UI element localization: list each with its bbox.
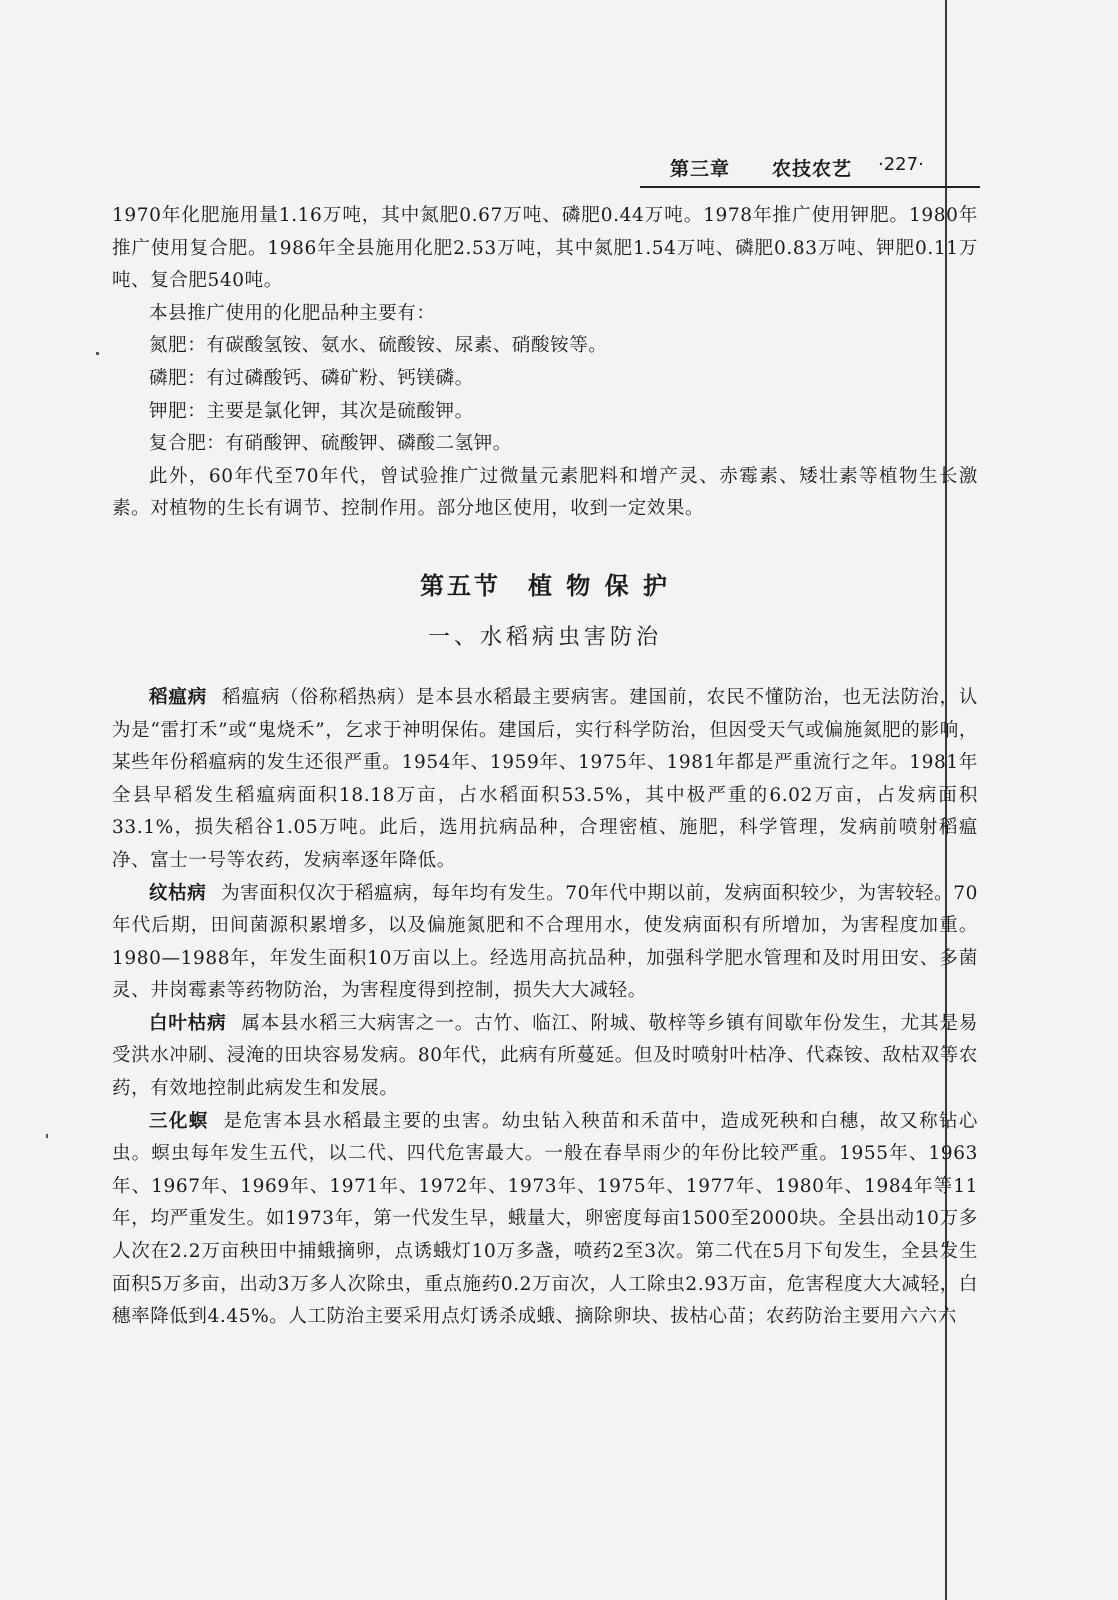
running-header bbox=[640, 150, 980, 188]
term-stem-borer: 三化螟 bbox=[149, 1110, 209, 1132]
paragraph-potassium: 钾肥：主要是氯化钾，其次是硫酸钾。 bbox=[149, 400, 474, 422]
paragraph-bacterial-blight bbox=[112, 1008, 978, 1106]
text-bacterial-blight: 属本县水稻三大病害之一。古竹、临江、附城、敬梓等乡镇有间歇年份发生，尤其是易受洪水冲刷、浸淹的田块容易发病。80年代，此病有所蔓延。但及时喷射叶枯净、代森铵、敌枯双等农药，有效地控制此病发生和发展。 bbox=[112, 1012, 978, 1100]
paragraph-growth-hormones: 此外，60年代至70年代，曾试验推广过微量元素肥料和增产灵、赤霉素、矮壮素等植物生长激素。对植物的生长有调节、控制作用。部分地区使用，收到一定效果。 bbox=[112, 465, 978, 520]
text-rice-blast: 稻瘟病（俗称稻热病）是本县水稻最主要病害。建国前，农民不懂防治，也无法防治，认为是“雷打禾”或“鬼烧禾”，乞求于神明保佑。建国后，实行科学防治，但因受天气或偏施氮肥的影响，某些年份稻瘟病的发生还很严重。1954年、1959年、1975年、1981年都是严重流行之年。1981年全县早稻发生稻瘟病面积18.18万亩，占水稻面积53.5%，其中极严重的6.02万亩，占发病面积33.1%，损失稻谷1.05万吨。此后，选用抗病品种，合理密植、施肥，科学管理，发病前喷射稻瘟净、富士一号等农药，发病率逐年降低。 bbox=[112, 686, 978, 871]
chapter-title: 农技农艺 bbox=[772, 158, 853, 180]
paragraph-fertilizer-stats: 1970年化肥施用量1.16万吨，其中氮肥0.67万吨、磷肥0.44万吨。1978年推广使用钾肥。1980年推广使用复合肥。1986年全县施用化肥2.53万吨，其中氮肥1.54万吨、磷肥0.83万吨、钾肥0.11万吨、复合肥540吨。 bbox=[112, 205, 978, 292]
paragraph-rice-blast bbox=[112, 682, 978, 878]
term-sheath-blight: 纹枯病 bbox=[149, 882, 207, 904]
scan-speck bbox=[46, 1134, 48, 1138]
paragraph-fertilizer-intro: 本县推广使用的化肥品种主要有： bbox=[149, 302, 436, 324]
text-stem-borer: 是危害本县水稻最主要的虫害。幼虫钻入秧苗和禾苗中，造成死秧和白穗，故又称钻心虫。螟虫每年发生五代，以二代、四代危害最大。一般在春旱雨少的年份比较严重。1955年、1963年、1967年、1969年、1971年、1972年、1973年、1975年、1977年、1980年、1984年等11年，均严重发生。如1973年，第一代发生早，蛾量大，卵密度每亩1500至2000块。全县出动10万多人次在2.2万亩秧田中捕蛾摘卵，点诱蛾灯10万多盏，喷药2至3次。第二代在5月下旬发生，全县发生面积5万多亩，出动3万多人次除虫，重点施药0.2万亩次，人工除虫2.93万亩，危害程度大大减轻，白穗率降低到4.45%。人工防治主要采用点灯诱杀成蛾、摘除卵块、拔枯心苗；农药防治主要用六六六 bbox=[112, 1110, 978, 1328]
scan-speck bbox=[96, 352, 99, 355]
term-rice-blast: 稻瘟病 bbox=[149, 686, 208, 708]
term-bacterial-blight: 白叶枯病 bbox=[149, 1012, 227, 1034]
chapter-label: 第三章 bbox=[670, 158, 731, 180]
paragraph-compound: 复合肥：有硝酸钾、硫酸钾、磷酸二氢钾。 bbox=[149, 433, 512, 455]
page-body bbox=[112, 200, 978, 1334]
subsection-heading: 一、水稻病虫害防治 bbox=[427, 624, 662, 650]
page-number: ·227· bbox=[878, 154, 924, 175]
paragraph-phosphorus: 磷肥：有过磷酸钙、磷矿粉、钙镁磷。 bbox=[149, 367, 474, 389]
section-heading: 第五节 植 物 保 护 bbox=[419, 571, 671, 600]
paragraph-sheath-blight bbox=[112, 878, 978, 1008]
paragraph-nitrogen: 氮肥：有碳酸氢铵、氨水、硫酸铵、尿素、硝酸铵等。 bbox=[149, 335, 608, 357]
paragraph-stem-borer bbox=[112, 1106, 978, 1334]
text-sheath-blight: 为害面积仅次于稻瘟病，每年均有发生。70年代中期以前，发病面积较少，为害较轻。70年代后期，田间菌源积累增多，以及偏施氮肥和不合理用水，使发病面积有所增加，为害程度加重。1980—1988年，年发生面积10万亩以上。经选用高抗品种，加强科学肥水管理和及时用田安、多菌灵、井岗霉素等药物防治，为害程度得到控制，损失大大减轻。 bbox=[112, 882, 978, 1002]
